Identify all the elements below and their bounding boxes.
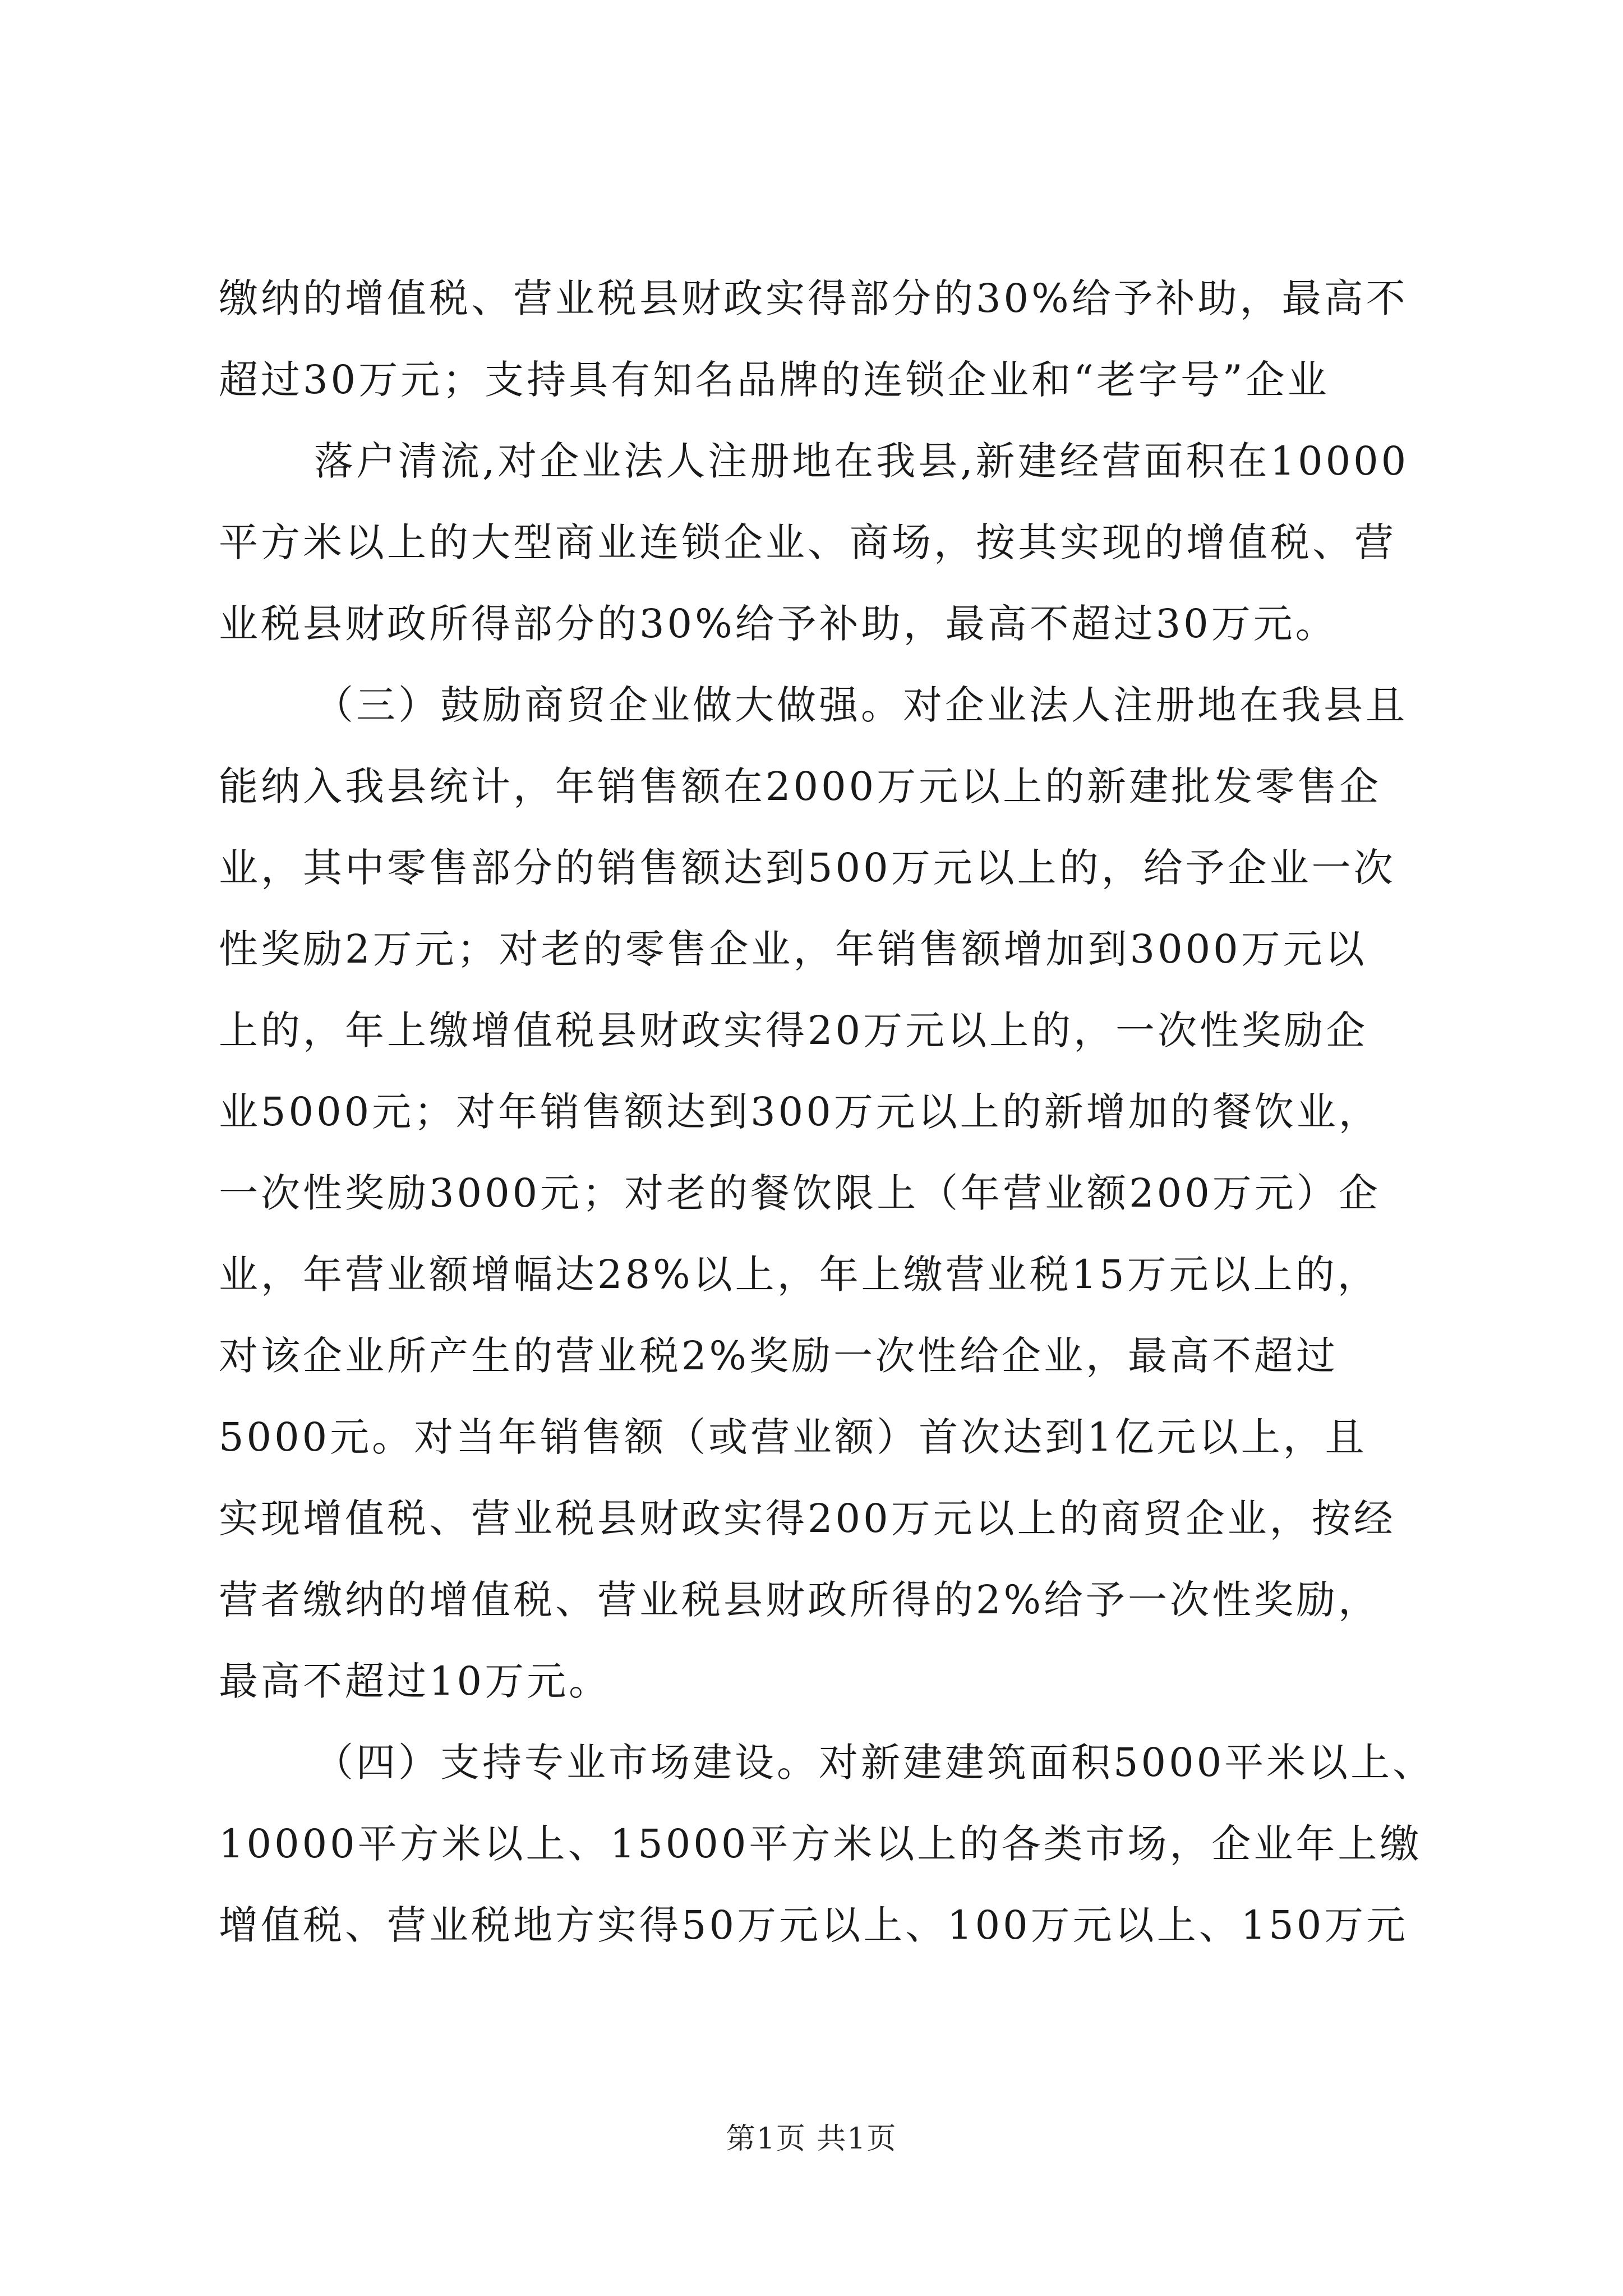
text-line: 落户清流,对企业法人注册地在我县,新建经营面积在10000 [314, 438, 1409, 484]
paragraph-four-start: （四）支持专业市场建设。对新建建筑面积5000平米以上、 [314, 1740, 1435, 1786]
text-line: 平方米以上的大型商业连锁企业、商场，按其实现的增值税、营 [219, 519, 1396, 565]
text-line: 能纳入我县统计，年销售额在2000万元以上的新建批发零售企 [219, 763, 1382, 809]
text-line: 上的，年上缴增值税县财政实得20万元以上的，一次性奖励企 [219, 1007, 1368, 1053]
page-footer: 第1页 共1页 [726, 2122, 897, 2156]
text-line: 10000平方米以上、15000平方米以上的各类市场，企业年上缴 [219, 1821, 1422, 1867]
text-line: 5000元。对当年销售额（或营业额）首次达到1亿元以上，且 [219, 1414, 1367, 1460]
text-line: 营者缴纳的增值税、营业税县财政所得的2%给予一次性奖励， [219, 1577, 1381, 1623]
text-line: 超过30万元；支持具有知名品牌的连锁企业和“老字号”企业 [219, 357, 1330, 403]
text-line: 最高不超过10万元。 [219, 1658, 611, 1704]
text-line: 对该企业所产生的营业税2%奖励一次性给企业，最高不超过 [219, 1333, 1339, 1379]
text-line: 性奖励2万元；对老的零售企业，年销售额增加到3000万元以 [219, 926, 1367, 972]
paragraph-three-start: （三）鼓励商贸企业做大做强。对企业法人注册地在我县且 [314, 682, 1408, 728]
text-line: 缴纳的增值税、营业税县财政实得部分的30%给予补助，最高不 [219, 275, 1408, 321]
text-line: 实现增值税、营业税县财政实得200万元以上的商贸企业，按经 [219, 1496, 1396, 1542]
text-line: 业，其中零售部分的销售额达到500万元以上的，给予企业一次 [219, 845, 1396, 891]
text-line: 业税县财政所得部分的30%给予补助，最高不超过30万元。 [219, 601, 1338, 647]
text-line: 一次性奖励3000元；对老的餐饮限上（年营业额200万元）企 [219, 1170, 1381, 1216]
text-line: 增值税、营业税地方实得50万元以上、100万元以上、150万元 [219, 1902, 1409, 1948]
document-body [219, 258, 1435, 1966]
text-line: 业，年营业额增幅达28%以上，年上缴营业税15万元以上的， [219, 1251, 1380, 1297]
text-line: 业5000元；对年销售额达到300万元以上的新增加的餐饮业， [219, 1089, 1381, 1135]
